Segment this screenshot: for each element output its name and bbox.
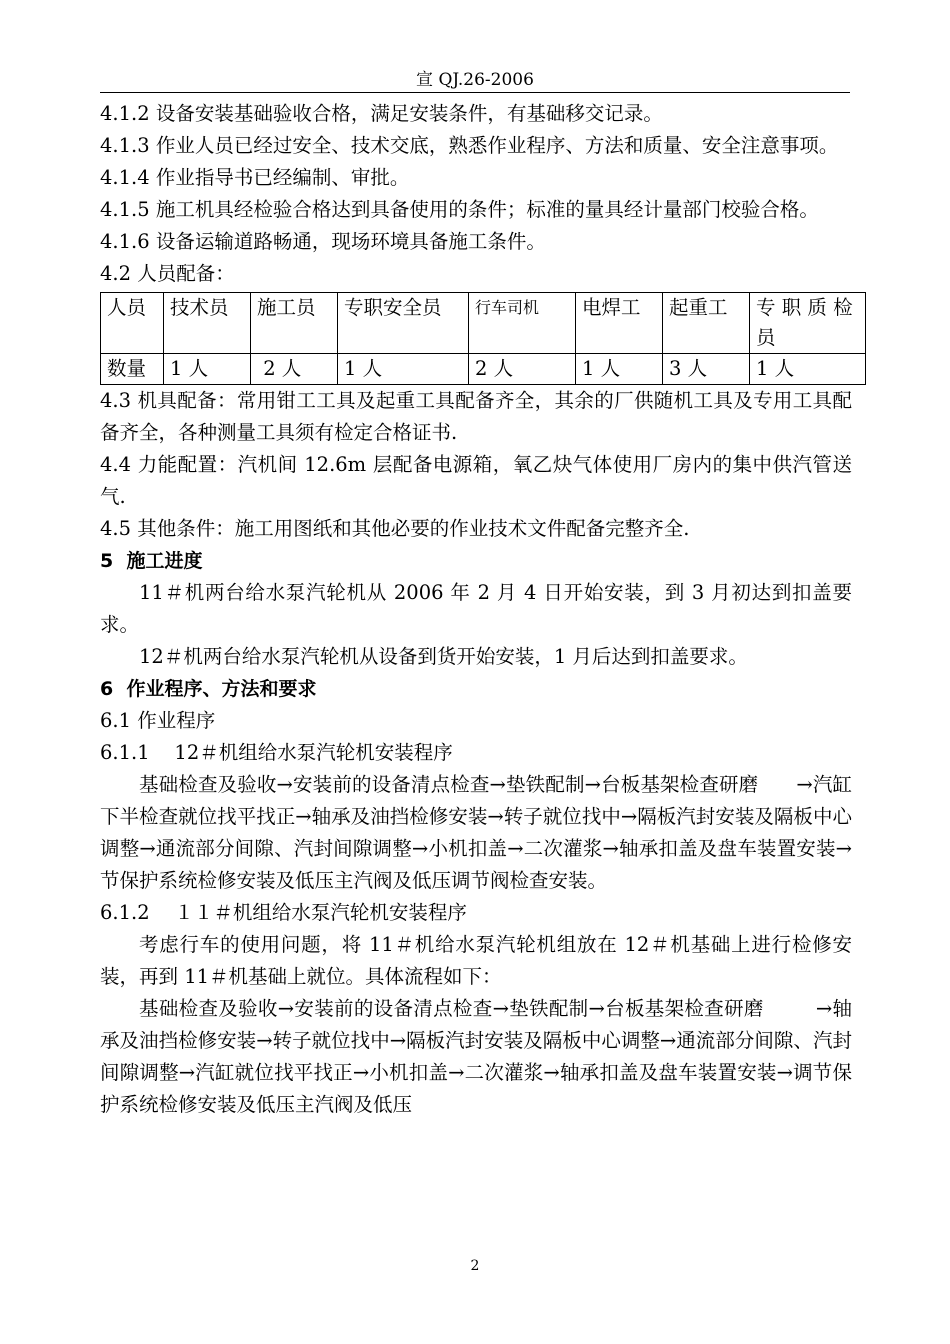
table-cell-count: 1 人 xyxy=(576,354,663,385)
table-row-roles xyxy=(101,293,866,354)
section-heading-5: 5 施工进度 xyxy=(100,550,203,572)
paragraph-5-unit11: 11＃机两台给水泵汽轮机从 2006 年 2 月 4 日开始安装，到 3 月初达到扣盖要求。 xyxy=(100,581,852,636)
subheading-6-1-2: 6.1.2 １１＃机组给水泵汽轮机安装程序 xyxy=(100,901,467,924)
subheading-6-1-1: 6.1.1 12＃机组给水泵汽轮机安装程序 xyxy=(100,741,453,764)
paragraph-4-1-3: 4.1.3 作业人员已经过安全、技术交底，熟悉作业程序、方法和质量、安全注意事项。 xyxy=(100,134,839,157)
paragraph-5-unit12: 12＃机两台给水泵汽轮机从设备到货开始安装，1 月后达到扣盖要求。 xyxy=(139,645,748,668)
paragraph-4-1-6: 4.1.6 设备运输道路畅通，现场环境具备施工条件。 xyxy=(100,230,546,253)
table-cell-count: 3 人 xyxy=(663,354,750,385)
table-cell-role: 专 职 质 检 员 xyxy=(750,293,866,354)
table-cell-count: 2 人 xyxy=(251,354,338,385)
table-row-header-count: 数量 xyxy=(101,354,164,385)
table-cell-role: 施工员 xyxy=(251,293,338,354)
paragraph-4-5: 4.5 其他条件：施工用图纸和其他必要的作业技术文件配备完整齐全. xyxy=(100,517,690,540)
procedure-unit12: 基础检查及验收→安装前的设备清点检查→垫铁配制→台板基架检查研磨 →汽缸下半检查就位找平找正→轴承及油挡检修安装→转子就位找中→隔板汽封安装及隔板中心调整→通流部分间隙、汽封间隙调整→小机扣盖→二次灌浆→轴承扣盖及盘车装置安装→节保护系统检修安装及低压主汽阀及低压调节阀检查安装。 xyxy=(100,773,852,892)
paragraph-4-1-5: 4.1.5 施工机具经检验合格达到具备使用的条件；标准的量具经计量部门校验合格。 xyxy=(100,198,819,221)
table-cell-count: 1 人 xyxy=(164,354,251,385)
paragraph-4-4: 4.4 力能配置：汽机间 12.6m 层配备电源箱，氧乙炔气体使用厂房内的集中供汽管送气. xyxy=(100,453,852,508)
procedure-unit11: 基础检查及验收→安装前的设备清点检查→垫铁配制→台板基架检查研磨 →轴承及油挡检修安装→转子就位找中→隔板汽封安装及隔板中心调整→通流部分间隙、汽封间隙调整→汽缸就位找平找正→小机扣盖→二次灌浆→轴承扣盖及盘车装置安装→调节保护系统检修安装及低压主汽阀及低压 xyxy=(100,997,852,1116)
staffing-table xyxy=(100,292,866,385)
table-cell-role: 起重工 xyxy=(663,293,750,354)
document-code-header: 宣 QJ.26-2006 xyxy=(416,70,534,90)
page-number: 2 xyxy=(470,1258,480,1274)
section-heading-6: 6 作业程序、方法和要求 xyxy=(100,678,317,700)
table-cell-role: 电焊工 xyxy=(576,293,663,354)
paragraph-4-2: 4.2 人员配备： xyxy=(100,262,235,285)
table-cell-role: 行车司机 xyxy=(469,293,576,354)
table-row-counts xyxy=(101,354,866,385)
table-cell-count: 1 人 xyxy=(750,354,866,385)
paragraph-4-3: 4.3 机具配备：常用钳工工具及起重工具配备齐全，其余的厂供随机工具及专用工具配备齐全，各种测量工具须有检定合格证书. xyxy=(100,389,852,444)
table-cell-count: 2 人 xyxy=(469,354,576,385)
table-cell-role: 技术员 xyxy=(164,293,251,354)
paragraph-4-1-4: 4.1.4 作业指导书已经编制、审批。 xyxy=(100,166,410,189)
table-cell-role: 专职安全员 xyxy=(338,293,469,354)
page-body xyxy=(100,98,852,1121)
header-divider xyxy=(100,92,850,93)
subheading-6-1: 6.1 作业程序 xyxy=(100,709,216,732)
table-row-header-role: 人员 xyxy=(101,293,164,354)
paragraph-6-1-2-intro: 考虑行车的使用问题，将 11＃机给水泵汽轮机组放在 12＃机基础上进行检修安装，再到 11＃机基础上就位。具体流程如下： xyxy=(100,933,852,988)
table-cell-count: 1 人 xyxy=(338,354,469,385)
paragraph-4-1-2: 4.1.2 设备安装基础验收合格，满足安装条件，有基础移交记录。 xyxy=(100,102,663,125)
